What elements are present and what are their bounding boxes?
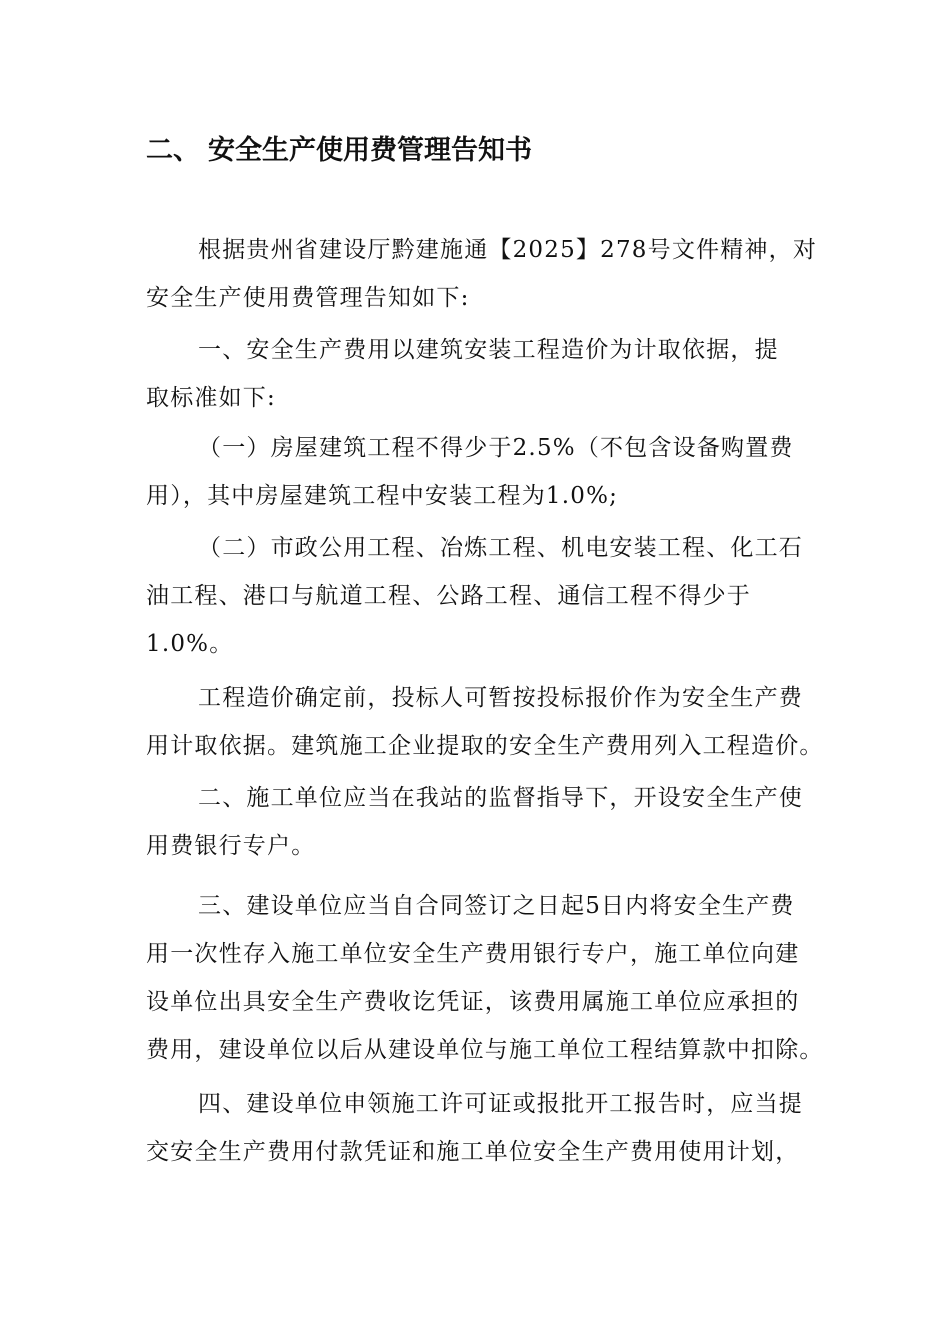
text-line: 交安全生产费用付款凭证和施工单位安全生产费用使用计划， — [146, 1139, 800, 1165]
text-line: 安全生产使用费管理告知如下: — [146, 285, 470, 311]
text-line: 用费银行专户。 — [146, 833, 316, 859]
text-line: 取标准如下: — [146, 385, 276, 411]
paragraph-item-1-2 — [146, 524, 836, 668]
text-line: 1.0%。 — [146, 631, 234, 657]
text-line: 工程造价确定前，投标人可暂按投标报价作为安全生产费 — [198, 685, 803, 711]
paragraph-intro — [146, 226, 836, 322]
section-number: 二、 — [146, 135, 200, 166]
paragraph-item-3 — [146, 882, 836, 1074]
text-line: 用），其中房屋建筑工程中安装工程为1.0%; — [146, 483, 619, 509]
section-title: 安全生产使用费管理告知书 — [208, 135, 532, 166]
text-line: 油工程、港口与航道工程、公路工程、通信工程不得少于 — [146, 583, 751, 609]
text-line: 根据贵州省建设厅黔建施通【2025】278号文件精神，对 — [198, 237, 818, 263]
text-line: （二）市政公用工程、冶炼工程、机电安装工程、化工石 — [198, 535, 803, 561]
text-line: 设单位出具安全生产费收讫凭证，该费用属施工单位应承担的 — [146, 989, 800, 1015]
text-line: （一）房屋建筑工程不得少于2.5%（不包含设备购置费 — [198, 435, 794, 461]
text-line: 费用，建设单位以后从建设单位与施工单位工程结算款中扣除。 — [146, 1037, 824, 1063]
text-line: 二、施工单位应当在我站的监督指导下，开设安全生产使 — [198, 785, 803, 811]
text-line: 三、建设单位应当自合同签订之日起5日内将安全生产费 — [198, 893, 795, 919]
paragraph-item-2 — [146, 774, 836, 870]
paragraph-note — [146, 674, 836, 770]
text-line: 用计取依据。建筑施工企业提取的安全生产费用列入工程造价。 — [146, 733, 824, 759]
paragraph-item-1 — [146, 326, 836, 422]
section-heading — [146, 128, 532, 174]
paragraph-item-1-1 — [146, 424, 836, 520]
text-line: 用一次性存入施工单位安全生产费用银行专户，施工单位向建 — [146, 941, 800, 967]
text-line: 一、安全生产费用以建筑安装工程造价为计取依据，提 — [198, 337, 779, 363]
paragraph-item-4 — [146, 1080, 836, 1176]
text-line: 四、建设单位申领施工许可证或报批开工报告时，应当提 — [198, 1091, 803, 1117]
